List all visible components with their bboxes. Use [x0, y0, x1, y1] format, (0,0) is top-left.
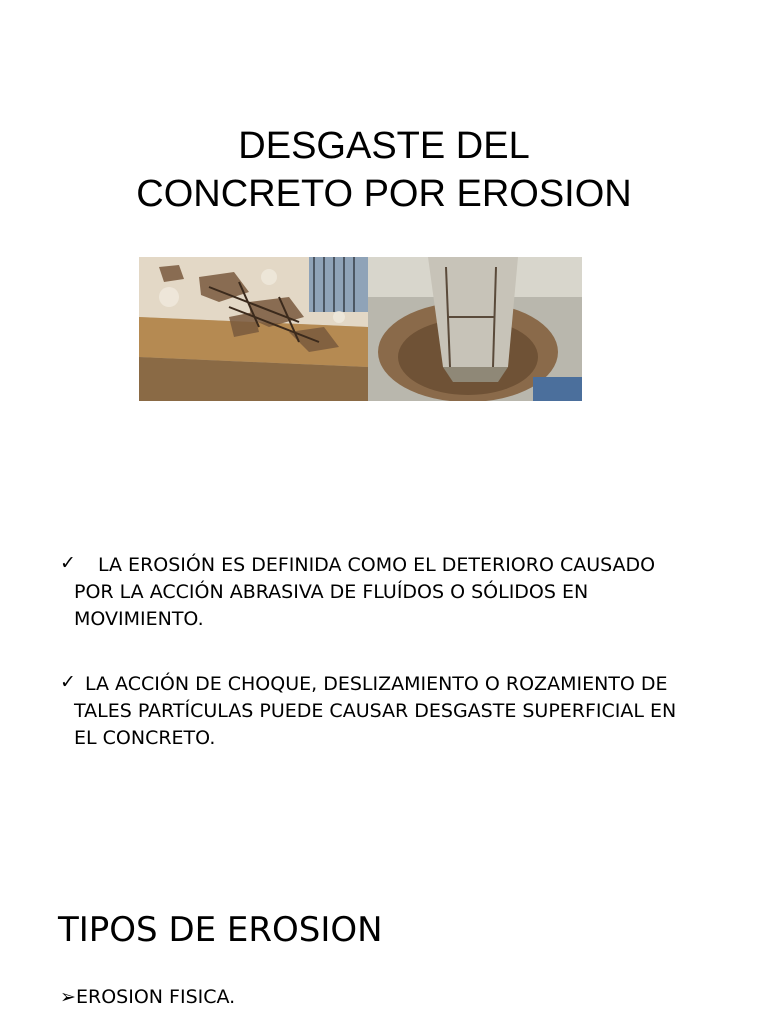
type-list-item [60, 984, 235, 1010]
arrow-bullet-icon: ➢ [60, 986, 76, 1008]
photo-strip [139, 257, 582, 401]
check-icon: ✓ [60, 552, 76, 574]
eroded-column-base-photo [368, 257, 582, 401]
bullet-item [60, 552, 700, 633]
definition-bullets [60, 552, 700, 752]
title-line-1: DESGASTE DEL [238, 125, 530, 167]
title-line-2: CONCRETO POR EROSION [136, 173, 632, 215]
bullet-item [60, 671, 700, 752]
page-title [0, 122, 768, 218]
bullet-text: LA ACCIÓN DE CHOQUE, DESLIZAMIENTO O ROZAMIENTO DE TALES PARTÍCULAS PUEDE CAUSAR DESGASTE SUPERFICIAL EN EL CONCRETO. [74, 673, 677, 749]
check-icon: ✓ [60, 671, 76, 693]
section-heading: TIPOS DE EROSION [58, 910, 383, 950]
type-item-text: EROSION FISICA. [76, 986, 236, 1008]
eroded-ceiling-slab-photo [139, 257, 368, 401]
bullet-text: LA EROSIÓN ES DEFINIDA COMO EL DETERIORO CAUSADO POR LA ACCIÓN ABRASIVA DE FLUÍDOS O SÓLIDOS EN MOVIMIENTO. [74, 554, 656, 630]
